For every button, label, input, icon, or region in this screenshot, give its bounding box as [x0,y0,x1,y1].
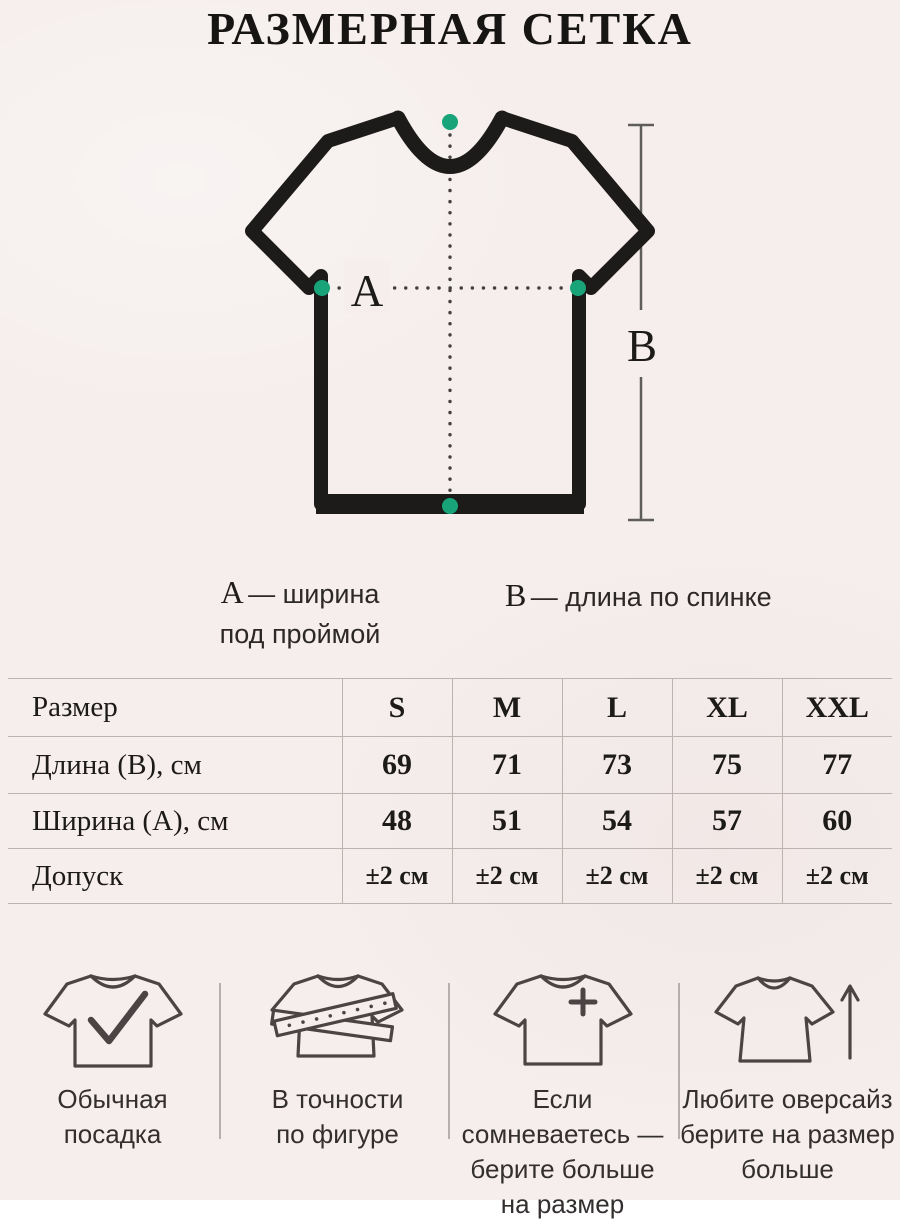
table-cell: 73 [562,737,672,794]
legend-width [150,574,450,650]
tshirt-plus-icon [483,964,643,1076]
table-cell: 75 [672,737,782,794]
table-cell: 54 [562,794,672,849]
table-cell: ±2 см [562,849,672,904]
size-col-header: M [452,679,562,737]
table-cell: 51 [452,794,562,849]
table-cell: ±2 см [782,849,892,904]
row-label: Ширина (А), см [32,804,229,837]
fit-guide [0,958,900,1219]
legend-length [505,577,772,614]
legend-width-subtext: под проймой [219,619,381,649]
legend-length-text: — длина по спинке [530,582,772,612]
tshirt-measurement-diagram [0,85,900,555]
size-col-header: L [562,679,672,737]
fit-caption: Обычная посадка [57,1084,168,1149]
fit-item-fitted [225,958,450,1222]
size-col-header: XL [672,679,782,737]
table-cell: 71 [452,737,562,794]
width-label-a: А [350,266,384,316]
collar-point [442,114,458,130]
plus-mark [571,990,595,1014]
right-underarm-point [570,280,586,296]
size-col-header: XXL [782,679,892,737]
divider [678,983,680,1139]
table-cell: 57 [672,794,782,849]
legend-length-letter: В [505,577,527,613]
table-row-width [8,794,892,849]
row-label: Допуск [32,859,124,892]
hem-point [442,498,458,514]
size-col-header: S [342,679,452,737]
fit-item-regular [0,958,225,1222]
table-cell: 48 [342,794,452,849]
tshirt-tape-icon [258,964,418,1076]
fit-item-oversize [675,958,900,1222]
row-label: Длина (В), см [32,748,202,781]
table-cell: ±2 см [672,849,782,904]
table-header-row [8,679,892,737]
tshirt-check-icon [33,964,193,1076]
tshirt-arrow-icon [708,964,868,1076]
table-row-length [8,737,892,794]
table-cell: 77 [782,737,892,794]
legend-width-letter: А [220,574,244,610]
table-header-label: Размер [32,691,118,723]
page-title: РАЗМЕРНАЯ СЕТКА [207,3,693,54]
up-arrow [842,986,858,1058]
size-table [8,678,892,904]
table-cell: 69 [342,737,452,794]
fit-caption: Если сомневаетесь — берите больше на размер [461,1084,664,1219]
fit-caption: Любите оверсайз берите на размер больше [680,1084,895,1184]
fit-caption: В точности по фигуре [271,1084,404,1149]
table-cell: ±2 см [342,849,452,904]
dotted-guides [328,135,572,501]
divider [219,983,221,1139]
length-label-b: В [626,321,658,371]
legend-width-text: — ширина [248,579,380,609]
table-cell: ±2 см [452,849,562,904]
table-cell: 60 [782,794,892,849]
left-underarm-point [314,280,330,296]
fit-item-size-up [450,958,675,1222]
check-mark [91,994,145,1041]
divider [448,983,450,1139]
table-row-tolerance [8,849,892,904]
